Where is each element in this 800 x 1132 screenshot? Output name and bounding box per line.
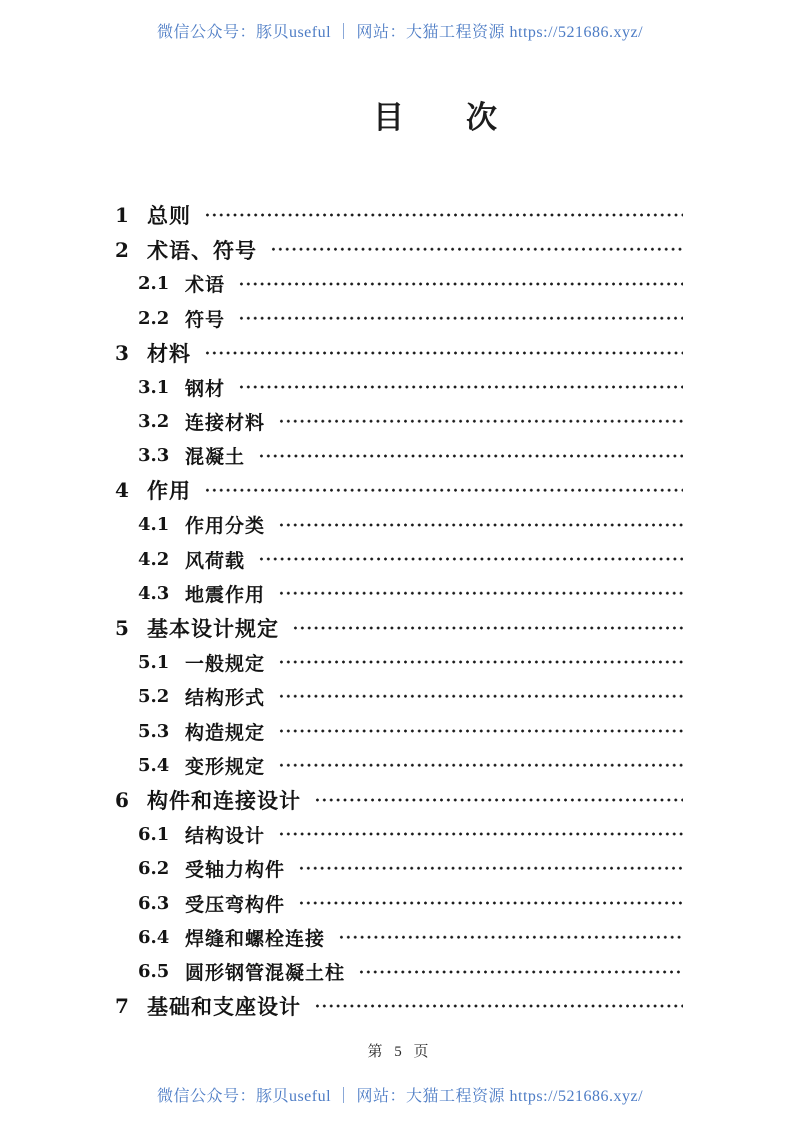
toc-entry-number: 5.3 bbox=[138, 720, 170, 742]
page-number: 第 5 页 bbox=[367, 1044, 433, 1060]
toc-leader-dots bbox=[278, 679, 683, 713]
watermark-header: 微信公众号：豚贝useful ｜ 网站：大猫工程资源 https://521686.xyz/ bbox=[156, 24, 644, 41]
toc-leader-dots bbox=[204, 336, 683, 370]
toc-entry-title: 基础和支座设计 bbox=[147, 996, 301, 1020]
toc-entry-title: 总则 bbox=[147, 205, 191, 229]
toc-entry-number: 5 bbox=[115, 615, 129, 640]
toc-entry-number: 3.3 bbox=[138, 445, 170, 467]
page-title: 目 次 bbox=[373, 100, 497, 135]
toc-entry-title: 连接材料 bbox=[185, 413, 266, 435]
toc-entry-number: 4.3 bbox=[138, 582, 170, 604]
toc-leader-dots bbox=[258, 439, 683, 473]
toc-entry-title: 构造规定 bbox=[185, 722, 266, 744]
toc-entry-title: 焊缝和螺栓连接 bbox=[185, 928, 326, 950]
toc-entry-title: 一般规定 bbox=[185, 653, 266, 675]
toc-entry-title: 结构设计 bbox=[185, 825, 266, 847]
toc-leader-dots bbox=[338, 920, 683, 954]
toc-leader-dots bbox=[278, 645, 683, 679]
toc-entry-title: 作用 bbox=[147, 480, 191, 504]
toc-entry-number: 3.2 bbox=[138, 411, 170, 433]
toc-entry-number: 7 bbox=[115, 994, 129, 1019]
toc-entry-title: 变形规定 bbox=[185, 756, 266, 778]
toc-leader-dots bbox=[270, 232, 683, 266]
toc-entry bbox=[0, 679, 800, 713]
toc-entry-title: 结构形式 bbox=[185, 688, 266, 710]
toc-entry bbox=[0, 232, 800, 266]
toc-entry bbox=[0, 404, 800, 438]
toc-leader-dots bbox=[358, 955, 683, 989]
toc-entry-number: 2.2 bbox=[138, 307, 170, 329]
toc-entry-number: 5.4 bbox=[138, 754, 170, 776]
toc-leader-dots bbox=[292, 611, 683, 645]
toc-entry-title: 受轴力构件 bbox=[185, 860, 286, 882]
toc-entry-title: 钢材 bbox=[185, 378, 226, 400]
toc-entry-number: 1 bbox=[115, 203, 129, 228]
toc-leader-dots bbox=[238, 370, 683, 404]
toc-entry-number: 4.2 bbox=[138, 548, 170, 570]
toc-entry bbox=[0, 886, 800, 920]
toc-leader-dots bbox=[278, 404, 683, 438]
toc-entry bbox=[0, 370, 800, 404]
toc-leader-dots bbox=[278, 714, 683, 748]
toc-entry-number: 6 bbox=[115, 787, 129, 812]
toc-leader-dots bbox=[278, 817, 683, 851]
toc-entry-title: 圆形钢管混凝土柱 bbox=[185, 963, 346, 985]
toc-leader-dots bbox=[278, 576, 683, 610]
toc-entry-number: 6.2 bbox=[138, 858, 170, 880]
toc-entry-number: 4.1 bbox=[138, 514, 170, 536]
toc-entry-title: 作用分类 bbox=[185, 516, 266, 538]
toc-entry-number: 6.4 bbox=[138, 926, 170, 948]
toc-entry bbox=[0, 748, 800, 782]
toc-entry bbox=[0, 611, 800, 645]
toc-entry-number: 2.1 bbox=[138, 273, 170, 295]
toc-leader-dots bbox=[298, 886, 683, 920]
toc-entry-title: 构件和连接设计 bbox=[147, 789, 301, 813]
toc-entry-title: 材料 bbox=[147, 342, 191, 366]
toc-entry-number: 6.3 bbox=[138, 892, 170, 914]
toc-entry-title: 风荷载 bbox=[185, 550, 246, 572]
toc-leader-dots bbox=[314, 783, 683, 817]
toc-entry-number: 4 bbox=[115, 478, 129, 503]
toc-leader-dots bbox=[204, 473, 683, 507]
toc-entry bbox=[0, 851, 800, 885]
toc-entry-title: 地震作用 bbox=[185, 584, 266, 606]
toc-leader-dots bbox=[314, 989, 683, 1023]
toc-entry bbox=[0, 508, 800, 542]
toc-entry bbox=[0, 267, 800, 301]
toc-entry bbox=[0, 198, 800, 232]
toc-entry-number: 6.1 bbox=[138, 823, 170, 845]
toc-entry bbox=[0, 920, 800, 954]
toc-entry bbox=[0, 783, 800, 817]
toc-entry-title: 术语 bbox=[185, 275, 226, 297]
toc-entry-number: 5.1 bbox=[138, 651, 170, 673]
toc-entry bbox=[0, 301, 800, 335]
toc-entry-number: 2 bbox=[115, 237, 129, 262]
toc-entry bbox=[0, 439, 800, 473]
toc-entry bbox=[0, 645, 800, 679]
toc-entry-number: 5.2 bbox=[138, 686, 170, 708]
toc-entry-number: 6.5 bbox=[138, 961, 170, 983]
toc-leader-dots bbox=[278, 508, 683, 542]
toc-entry-number: 3 bbox=[115, 340, 129, 365]
toc-entry bbox=[0, 989, 800, 1023]
toc-leader-dots bbox=[204, 198, 683, 232]
toc-leader-dots bbox=[258, 542, 683, 576]
toc-leader-dots bbox=[278, 748, 683, 782]
toc-entry-title: 基本设计规定 bbox=[147, 617, 279, 641]
toc-entry-title: 受压弯构件 bbox=[185, 894, 286, 916]
toc-entry-title: 术语、符号 bbox=[147, 239, 257, 263]
toc-entry bbox=[0, 473, 800, 507]
toc-leader-dots bbox=[238, 267, 683, 301]
toc-entry bbox=[0, 714, 800, 748]
toc-entry-number: 3.1 bbox=[138, 376, 170, 398]
toc-leader-dots bbox=[238, 301, 683, 335]
toc-entry bbox=[0, 817, 800, 851]
toc-leader-dots bbox=[298, 851, 683, 885]
table-of-contents bbox=[0, 198, 800, 1023]
toc-entry bbox=[0, 955, 800, 989]
toc-entry-title: 符号 bbox=[185, 309, 226, 331]
toc-entry-title: 混凝土 bbox=[185, 447, 246, 469]
toc-entry bbox=[0, 576, 800, 610]
toc-entry bbox=[0, 542, 800, 576]
watermark-footer: 微信公众号：豚贝useful ｜ 网站：大猫工程资源 https://521686.xyz/ bbox=[156, 1088, 644, 1105]
toc-entry bbox=[0, 336, 800, 370]
